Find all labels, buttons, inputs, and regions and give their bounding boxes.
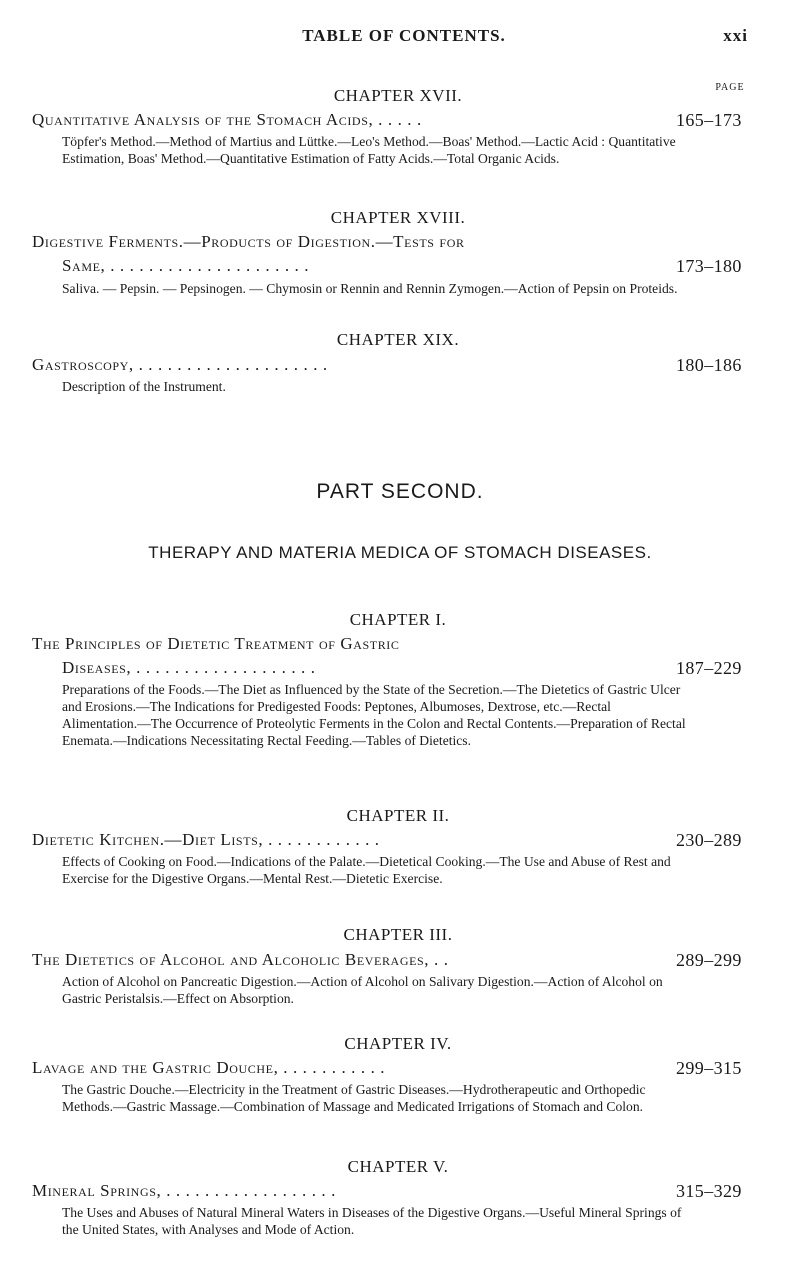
chapter-title-line: Gastroscopy, . . . . . . . . . . . . . . . . . . . . bbox=[32, 355, 328, 374]
part-subtitle: THERAPY AND MATERIA MEDICA OF STOMACH DISEASES. bbox=[148, 543, 652, 562]
chapter-page-range: 230–289 bbox=[676, 830, 742, 850]
chapter-title-continued bbox=[62, 658, 764, 678]
chapter-title bbox=[32, 1058, 764, 1078]
chapter-page-range: 299–315 bbox=[676, 1058, 742, 1078]
chapter-title-line: Lavage and the Gastric Douche, . . . . . . . . . . . bbox=[32, 1058, 386, 1077]
chapter-description: Saliva. — Pepsin. — Pepsinogen. — Chymosin or Rennin and Rennin Zymogen.—Action of Pepsin on Proteids. bbox=[62, 281, 678, 296]
chapter-description: Töpfer's Method.—Method of Martius and Lüttke.—Leo's Method.—Boas' Method.—Lactic Acid : Quantitative Estimation, Boas' Method.—Quantitative Estimation of Fatty Acids.—Total Organic Acids. bbox=[62, 134, 676, 166]
chapter-page-range: 165–173 bbox=[676, 110, 742, 130]
chapter-heading: CHAPTER II. bbox=[346, 806, 450, 825]
chapter-title-line: The Dietetics of Alcohol and Alcoholic Beverages, . . bbox=[32, 950, 449, 969]
chapter-heading: CHAPTER XIX. bbox=[336, 330, 460, 349]
chapter-title bbox=[32, 634, 764, 654]
chapter-page-range: 180–186 bbox=[676, 355, 742, 375]
chapter-page-range: 187–229 bbox=[676, 658, 742, 678]
chapter-title bbox=[32, 110, 764, 130]
chapter-title-line: Quantitative Analysis of the Stomach Acids, . . . . . bbox=[32, 110, 422, 129]
chapter-description: Effects of Cooking on Food.—Indications of the Palate.—Dietetical Cooking.—The Use and Abuse of Rest and Exercise for the Digestive Organs.—Mental Rest.—Dietetic Exercise. bbox=[62, 854, 671, 886]
chapter-title-line: Diseases, . . . . . . . . . . . . . . . . . . . bbox=[62, 658, 316, 677]
chapter-title-line: Dietetic Kitchen.—Diet Lists, . . . . . . . . . . . . bbox=[32, 830, 380, 849]
chapter-page-range: 173–180 bbox=[676, 256, 742, 276]
chapter-description: The Gastric Douche.—Electricity in the Treatment of Gastric Diseases.—Hydrotherapeutic and Orthopedic Methods.—Gastric Massage.—Combination of Massage and Medicated Irrigations of Stomach and Colon. bbox=[62, 1082, 646, 1114]
running-head bbox=[60, 26, 748, 56]
running-head-title: TABLE OF CONTENTS. bbox=[302, 26, 506, 45]
page-number: xxi bbox=[723, 26, 748, 45]
chapter-title bbox=[32, 830, 764, 850]
chapter-title bbox=[32, 950, 764, 970]
chapter-title-line: The Principles of Dietetic Treatment of Gastric bbox=[32, 634, 400, 653]
chapter-heading: CHAPTER IV. bbox=[344, 1034, 452, 1053]
chapter-title-line: Mineral Springs, . . . . . . . . . . . . . . . . . . bbox=[32, 1181, 336, 1200]
chapter-heading: CHAPTER XVIII. bbox=[330, 208, 466, 227]
chapter-title bbox=[32, 355, 764, 375]
chapter-title bbox=[32, 232, 764, 252]
chapter-description: Description of the Instrument. bbox=[62, 379, 226, 394]
page-column-label: PAGE bbox=[715, 82, 745, 93]
chapter-title-continued bbox=[62, 256, 764, 276]
chapter-heading: CHAPTER XVII. bbox=[333, 86, 463, 105]
chapter-heading: CHAPTER I. bbox=[349, 610, 447, 629]
chapter-heading: CHAPTER V. bbox=[347, 1157, 449, 1176]
chapter-heading: CHAPTER III. bbox=[343, 925, 453, 944]
part-title: PART SECOND. bbox=[316, 480, 484, 503]
chapter-page-range: 289–299 bbox=[676, 950, 742, 970]
chapter-title-line: Same, . . . . . . . . . . . . . . . . . . . . . bbox=[62, 256, 310, 275]
chapter-description: Action of Alcohol on Pancreatic Digestion.—Action of Alcohol on Salivary Digestion.—Action of Alcohol on Gastric Peristalsis.—Effect on Absorption. bbox=[62, 974, 663, 1006]
chapter-description: Preparations of the Foods.—The Diet as Influenced by the State of the Secretion.—The Dietetics of Gastric Ulcer and Erosions.—The Indications for Predigested Foods: Peptones, Albumoses, Dextrose, etc.—Rectal Alimentation.—The Occurrence of Proteolytic Ferments in the Colon and Rectal Contents.—Preparation of Rectal Enemata.—Indications Necessitating Rectal Feeding.—Tables of Dietetics. bbox=[62, 682, 686, 748]
chapter-title-line: Digestive Ferments.—Products of Digestion.—Tests for bbox=[32, 232, 465, 251]
chapter-page-range: 315–329 bbox=[676, 1181, 742, 1201]
chapter-title bbox=[32, 1181, 764, 1201]
chapter-description: The Uses and Abuses of Natural Mineral Waters in Diseases of the Digestive Organs.—Useful Mineral Springs of the United States, with Analyses and Mode of Action. bbox=[62, 1205, 682, 1237]
